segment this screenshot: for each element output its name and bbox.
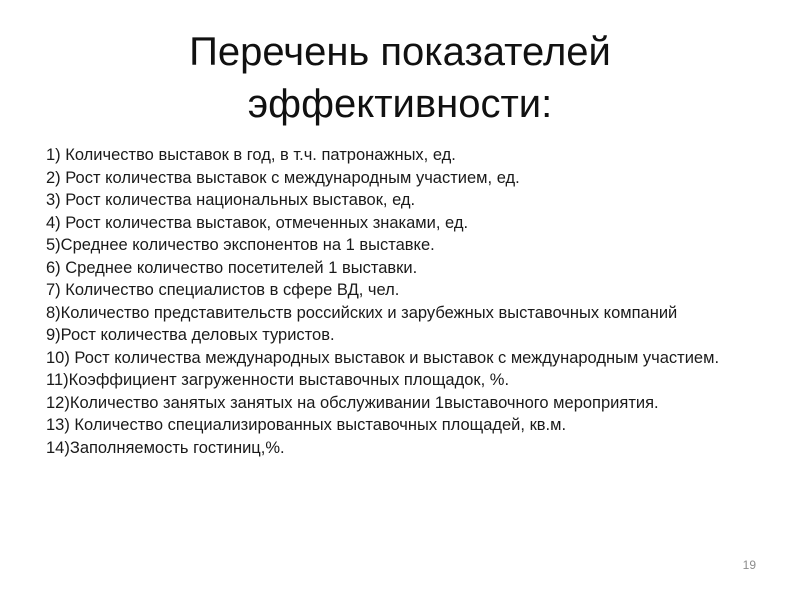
indicator-item-4: 4) Рост количества выставок, отмеченных знаками, ед.: [46, 213, 469, 232]
indicator-item-10: 10) Рост количества международных выставок и выставок с международным участием.: [46, 348, 720, 367]
slide-title: [0, 26, 800, 130]
indicator-item-11: 11)Коэффициент загруженности выставочных площадок, %.: [46, 371, 510, 389]
slide-title-line-1: Перечень показателей: [189, 30, 611, 74]
indicator-item-8: 8)Количество представительств российских и зарубежных выставочных компаний: [46, 303, 678, 322]
indicator-item-3: 3) Рост количества национальных выставок, ед.: [46, 191, 416, 209]
indicator-item-2: 2) Рост количества выставок с международным участием, ед.: [46, 168, 520, 187]
indicator-item-7: 7) Количество специалистов в сфере ВД, чел.: [46, 281, 400, 299]
slide-title-line-2: эффективности:: [247, 82, 553, 126]
indicator-item-9: 9)Рост количества деловых туристов.: [46, 326, 335, 344]
indicator-item-14: 14)Заполняемость гостиниц,%.: [46, 438, 285, 457]
indicator-list: [46, 144, 746, 459]
indicator-item-13: 13) Количество специализированных выставочных площадей, кв.м.: [46, 416, 567, 434]
page-number: 19: [742, 558, 756, 572]
indicator-item-12: 12)Количество занятых занятых на обслуживании 1выставочного мероприятия.: [46, 393, 659, 412]
indicator-item-5: 5)Среднее количество экспонентов на 1 выставке.: [46, 236, 435, 254]
indicator-item-6: 6) Среднее количество посетителей 1 выставки.: [46, 258, 418, 277]
indicator-item-1: 1) Количество выставок в год, в т.ч. патронажных, ед.: [46, 146, 456, 164]
